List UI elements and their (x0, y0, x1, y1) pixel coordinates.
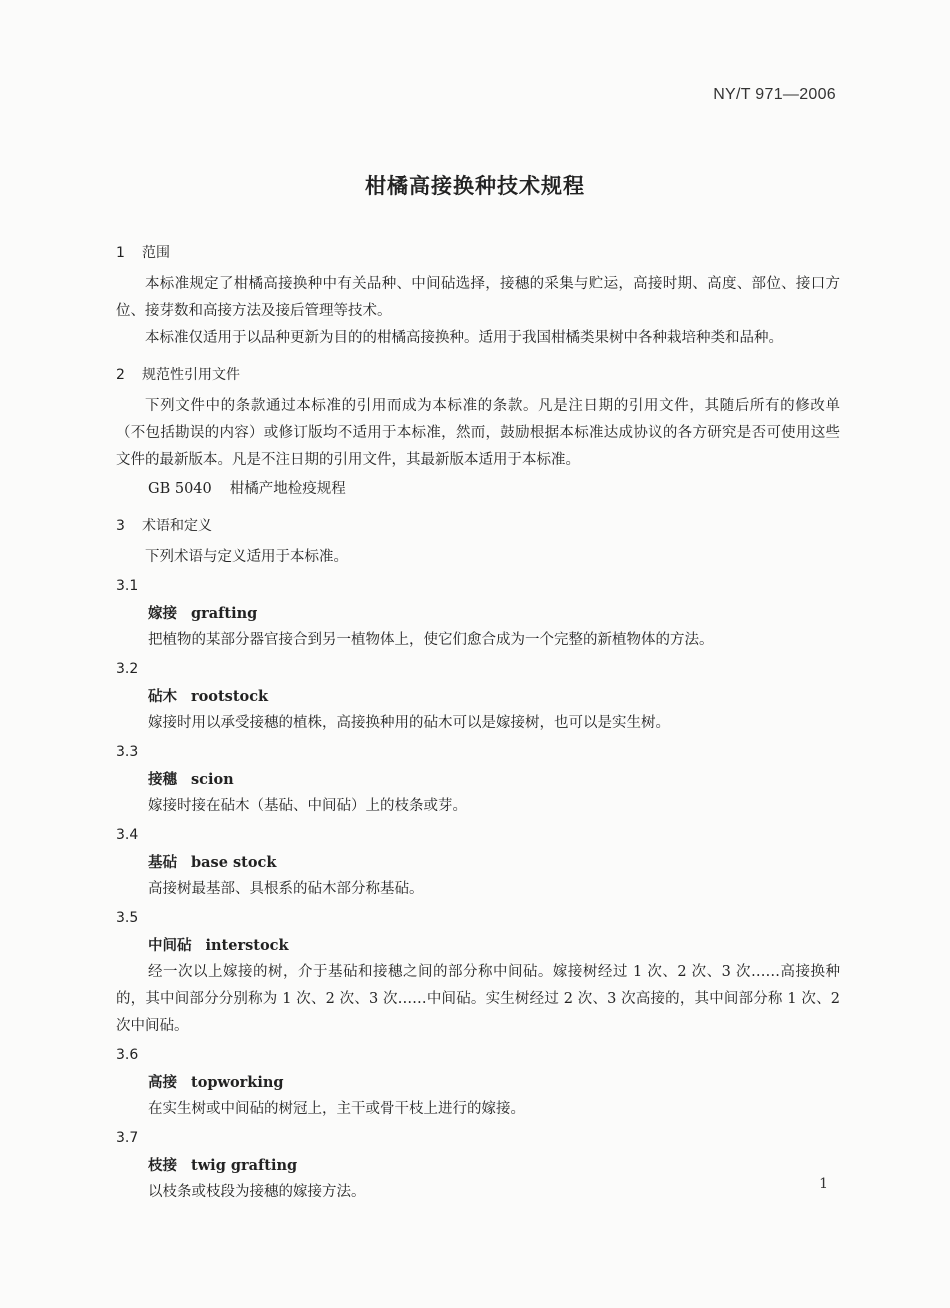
section-2-heading (116, 362, 840, 389)
term-number: 3.3 (116, 744, 139, 760)
section-title: 规范性引用文件 (142, 367, 240, 383)
term-en: twig grafting (191, 1157, 298, 1174)
section-1-paragraph-1: 本标准规定了柑橘高接换种中有关品种、中间砧选择，接穗的采集与贮运，高接时期、高度、部位、接口方位、接芽数和高接方法及接后管理等技术。 (116, 276, 840, 319)
document-body (116, 240, 840, 1206)
section-1-heading (116, 240, 840, 267)
term-definition: 经一次以上嫁接的树，介于基砧和接穗之间的部分称中间砧。嫁接树经过 1 次、2 次、3 次……高接换种的，其中间部分分别称为 1 次、2 次、3 次……中间砧。实生树经过 2 次、3 次高接的，其中间部分称 1 次、2 次中间砧。 (116, 964, 840, 1034)
term-cn: 嫁接 (148, 605, 177, 622)
section-1-paragraph-2: 本标准仅适用于以品种更新为目的的柑橘高接换种。适用于我国柑橘类果树中各种栽培种类和品种。 (145, 330, 783, 346)
term-en: base stock (191, 854, 277, 871)
term-name (116, 1069, 840, 1096)
term-definition: 把植物的某部分器官接合到另一植物体上，使它们愈合成为一个完整的新植物体的方法。 (148, 632, 714, 648)
section-number: 2 (116, 367, 125, 383)
term-name (116, 849, 840, 876)
term-name (116, 683, 840, 710)
reference-title: 柑橘产地检疫规程 (229, 481, 346, 497)
term-en: interstock (205, 937, 289, 954)
normative-reference (116, 476, 840, 503)
term-definition: 在实生树或中间砧的树冠上，主干或骨干枝上进行的嫁接。 (148, 1101, 525, 1117)
term-definition: 高接树最基部、具根系的砧木部分称基砧。 (148, 881, 424, 897)
term-en: rootstock (191, 688, 269, 705)
term-cn: 枝接 (148, 1157, 177, 1174)
term-definition: 嫁接时接在砧木（基砧、中间砧）上的枝条或芽。 (148, 798, 467, 814)
term-name (116, 932, 840, 959)
section-title: 范围 (142, 245, 170, 261)
term-3-7 (116, 1125, 840, 1206)
section-number: 3 (116, 518, 125, 534)
term-number: 3.5 (116, 910, 139, 926)
term-name (116, 766, 840, 793)
term-3-3 (116, 739, 840, 820)
term-cn: 中间砧 (148, 937, 192, 954)
section-3-heading (116, 513, 840, 540)
term-number: 3.6 (116, 1047, 139, 1063)
term-name (116, 600, 840, 627)
reference-code: GB 5040 (148, 481, 212, 497)
term-definition: 以枝条或枝段为接穗的嫁接方法。 (148, 1184, 366, 1200)
term-3-2 (116, 656, 840, 737)
term-3-5 (116, 905, 840, 1040)
standard-code: NY/T 971—2006 (713, 86, 836, 103)
term-number: 3.4 (116, 827, 139, 843)
term-cn: 砧木 (148, 688, 177, 705)
term-name (116, 1152, 840, 1179)
term-cn: 高接 (148, 1074, 177, 1091)
term-number: 3.7 (116, 1130, 139, 1146)
term-en: grafting (191, 605, 258, 622)
term-definition: 嫁接时用以承受接穗的植株，高接换种用的砧木可以是嫁接树，也可以是实生树。 (148, 715, 670, 731)
term-number: 3.1 (116, 578, 139, 594)
term-number: 3.2 (116, 661, 139, 677)
term-en: topworking (191, 1074, 284, 1091)
section-3-intro: 下列术语与定义适用于本标准。 (145, 549, 348, 565)
document-title: 柑橘高接换种技术规程 (365, 174, 585, 198)
term-en: scion (191, 771, 234, 788)
section-title: 术语和定义 (142, 518, 212, 534)
term-cn: 基砧 (148, 854, 177, 871)
section-2-paragraph: 下列文件中的条款通过本标准的引用而成为本标准的条款。凡是注日期的引用文件，其随后所有的修改单（不包括勘误的内容）或修订版均不适用于本标准，然而，鼓励根据本标准达成协议的各方研究是否可使用这些文件的最新版本。凡是不注日期的引用文件，其最新版本适用于本标准。 (116, 398, 840, 468)
page-number: 1 (819, 1176, 828, 1192)
term-3-1 (116, 573, 840, 654)
section-number: 1 (116, 245, 125, 261)
term-cn: 接穗 (148, 771, 177, 788)
term-3-6 (116, 1042, 840, 1123)
term-3-4 (116, 822, 840, 903)
